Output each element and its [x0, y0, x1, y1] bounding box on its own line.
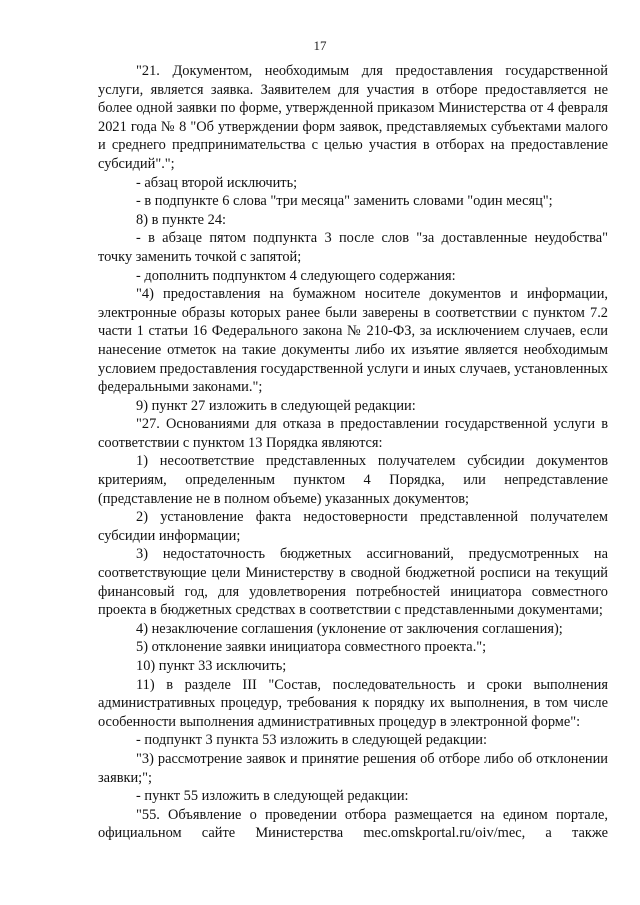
paragraph-ground-5: 5) отклонение заявки инициатора совместного проекта.";: [136, 639, 487, 656]
paragraph-item-21: "21. Документом, необходимым для предоставления государственной услуги, является заявка. Заявителем для участия в отборе предоставляется не более одной заявки по форме, утвержденной приказом Министерства от 4 февраля 2021 года № 8 "Об утверждении форм заявок, представляемых субъектами малого и среднего предпринимательства с целью участия в отборах на предоставление субсидий".";: [98, 63, 608, 172]
paragraph-item-11-section-3: 11) в разделе III "Состав, последовательность и сроки выполнения административных процедур, требования к порядку их выполнения, в том числе особенности выполнения административных процедур в электронной форме":: [98, 676, 608, 730]
paragraph-add-subitem-4: - дополнить подпунктом 4 следующего содержания:: [136, 267, 456, 284]
paragraph-item-27-intro: "27. Основаниями для отказа в предоставлении государственной услуги в соответствии с пунктом 13 Порядка являются:: [98, 416, 608, 451]
paragraph-delete-second-abzac: - абзац второй исключить;: [136, 174, 298, 191]
paragraph-item-9-heading: 9) пункт 27 изложить в следующей редакции:: [136, 397, 416, 414]
paragraph-item-8-heading: 8) в пункте 24:: [136, 211, 227, 228]
paragraph-subitem-6-change: - в подпункте 6 слова "три месяца" заменить словами "один месяц";: [136, 193, 553, 210]
paragraph-subitem-4-text: "4) предоставления на бумажном носителе документов и информации, электронные образы которых ранее были заверены в соответствии с пунктом 7.2 части 1 статьи 16 Федерального закона № 210-ФЗ, за исключением случаев, если нанесение отметок на такие документы либо их изъятие является необходимым условием предоставления государственной услуги и иных случаев, установленных федеральными законами.";: [98, 286, 608, 396]
paragraph-ground-2: 2) установление факта недостоверности представленной получателем субсидии информации;: [98, 509, 608, 544]
page-number: 17: [313, 38, 327, 53]
paragraph-ground-3: 3) недостаточность бюджетных ассигнований, предусмотренных на соответствующие цели Министерству в сводной бюджетной росписи на текущий финансовый год, для удовлетворения потребностей инициатора совместного проекта в бюджетных средствах в соответствии с представленными документами;: [98, 546, 608, 619]
paragraph-ground-4: 4) незаключение соглашения (уклонение от заключения соглашения);: [136, 620, 563, 637]
paragraph-item-53-change: - подпункт 3 пункта 53 изложить в следующей редакции:: [136, 732, 487, 749]
paragraph-item-53-subitem-3-text: "3) рассмотрение заявок и принятие решения об отборе либо об отклонении заявки;";: [98, 750, 608, 786]
paragraph-item-10: 10) пункт 33 исключить;: [136, 658, 287, 674]
paragraph-ground-1: 1) несоответствие представленных получателем субсидии документов критериям, определенным пунктом 4 Порядка, или непредставление (представление не в полном объеме) указанных документов;: [98, 453, 608, 507]
paragraph-item-55-text: "55. Объявление о проведении отбора размещается на едином портале, официальном сайте Министерства mec.omskportal.ru/oiv/mec, а также: [98, 806, 608, 842]
paragraph-abzac-five-change: - в абзаце пятом подпункта 3 после слов "за доставленные неудобства" точку заменить точкой с запятой;: [98, 230, 608, 265]
paragraph-item-55-change: - пункт 55 изложить в следующей редакции:: [136, 788, 409, 805]
document-body: [98, 62, 608, 843]
